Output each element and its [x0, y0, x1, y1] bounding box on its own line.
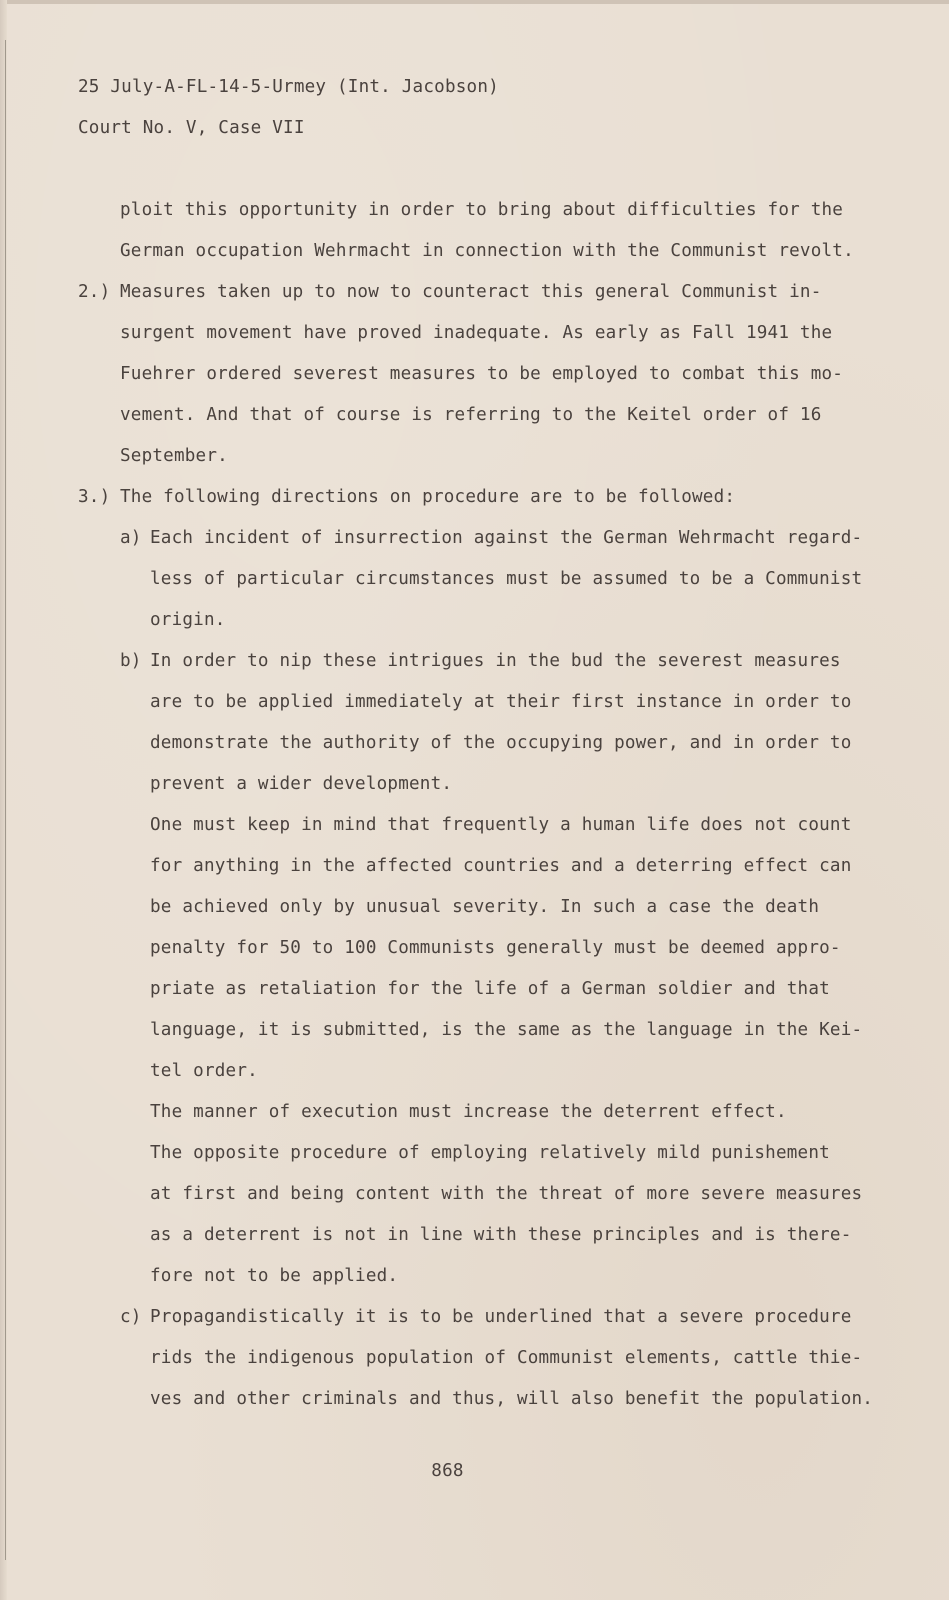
- body-line: priate as retaliation for the life of a German soldier and that: [150, 979, 830, 999]
- body-line: prevent a wider development.: [150, 774, 453, 794]
- header-case-reference: 25 July-A-FL-14-5-Urmey (Int. Jacobson): [78, 77, 499, 97]
- binding-rule: [5, 40, 6, 1560]
- body-line: at first and being content with the threat of more severe measures: [150, 1184, 863, 1204]
- body-line: fore not to be applied.: [150, 1266, 399, 1286]
- body-line: for anything in the affected countries and a deterring effect can: [150, 856, 852, 876]
- subitem-label: a): [120, 528, 142, 548]
- body-line: surgent movement have proved inadequate. As early as Fall 1941 the: [120, 323, 833, 343]
- body-line: ves and other criminals and thus, will also benefit the population.: [150, 1389, 874, 1409]
- body-line: Fuehrer ordered severest measures to be employed to combat this mo-: [120, 364, 844, 384]
- body-line: rids the indigenous population of Communist elements, cattle thie-: [150, 1348, 863, 1368]
- header-court-case: Court No. V, Case VII: [78, 118, 305, 138]
- subitem-label: c): [120, 1307, 142, 1327]
- body-line: be achieved only by unusual severity. In such a case the death: [150, 897, 820, 917]
- body-line: Each incident of insurrection against the German Wehrmacht regard-: [150, 528, 863, 548]
- body-line: origin.: [150, 610, 226, 630]
- body-line: as a deterrent is not in line with these principles and is there-: [150, 1225, 852, 1245]
- subitem-label: b): [120, 651, 142, 671]
- body-line: German occupation Wehrmacht in connection with the Communist revolt.: [120, 241, 854, 261]
- body-line: vement. And that of course is referring to the Keitel order of 16: [120, 405, 822, 425]
- body-line: One must keep in mind that frequently a human life does not count: [150, 815, 852, 835]
- body-line: Propagandistically it is to be underlined that a severe procedure: [150, 1307, 852, 1327]
- body-line: demonstrate the authority of the occupying power, and in order to: [150, 733, 852, 753]
- body-line: are to be applied immediately at their first instance in order to: [150, 692, 852, 712]
- page-number: 868: [431, 1461, 464, 1481]
- page-top-edge: [0, 0, 949, 4]
- body-line: In order to nip these intrigues in the bud the severest measures: [150, 651, 841, 671]
- body-line: Measures taken up to now to counteract this general Communist in-: [120, 282, 822, 302]
- item-number: 2.): [78, 282, 111, 302]
- body-line: less of particular circumstances must be assumed to be a Communist: [150, 569, 863, 589]
- body-line: The following directions on procedure are to be followed:: [120, 487, 736, 507]
- body-line: The manner of execution must increase the deterrent effect.: [150, 1102, 787, 1122]
- item-number: 3.): [78, 487, 111, 507]
- body-line: tel order.: [150, 1061, 258, 1081]
- body-line: language, it is submitted, is the same as the language in the Kei-: [150, 1020, 863, 1040]
- body-line: The opposite procedure of employing relatively mild punishement: [150, 1143, 830, 1163]
- body-line: penalty for 50 to 100 Communists generally must be deemed appro-: [150, 938, 841, 958]
- body-line: September.: [120, 446, 228, 466]
- body-line: ploit this opportunity in order to bring about difficulties for the: [120, 200, 844, 220]
